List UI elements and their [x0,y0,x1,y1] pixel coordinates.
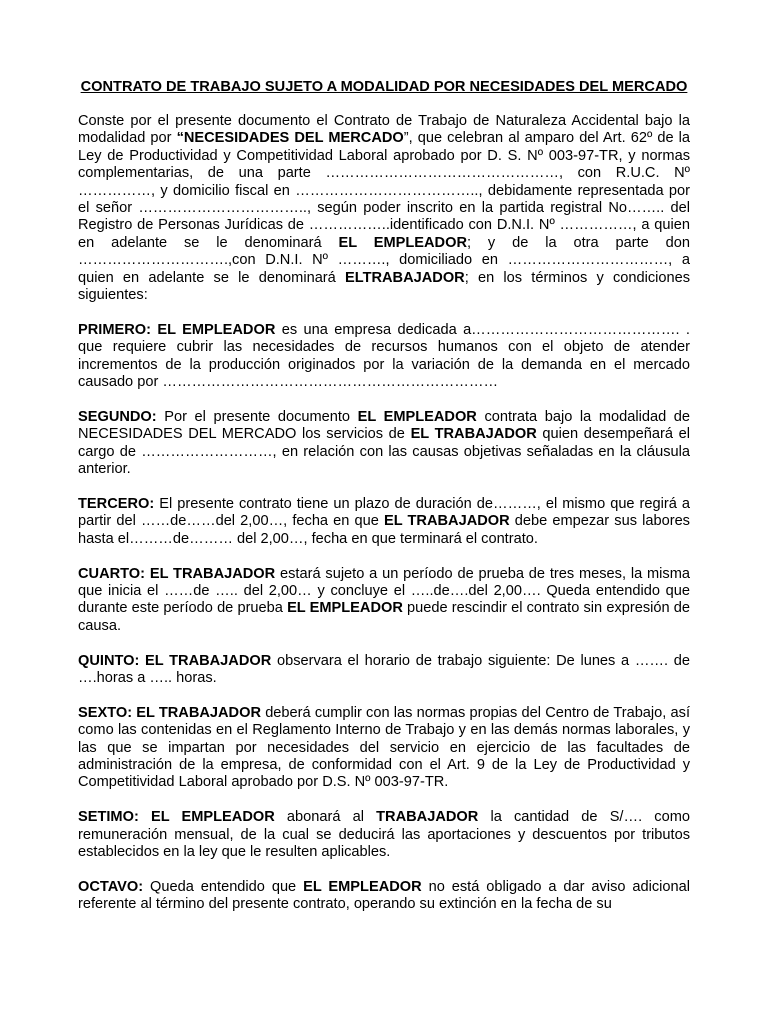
bold-run: SEXTO: EL TRABAJADOR [78,704,261,721]
bold-run: SEGUNDO: [78,408,157,425]
contract-body [78,113,690,931]
text-run: El presente contrato tiene un plazo de duración de………, el mismo que regirá a partir del ……de……del 2,00…, fecha en que [78,495,690,530]
intro-paragraph [78,113,690,304]
clause-setimo [78,809,690,861]
bold-run: PRIMERO: EL EMPLEADOR [78,321,276,338]
bold-run: EL TRABAJADOR [410,426,537,443]
text-run: Queda entendido que [143,878,304,895]
clause-quinto [78,653,690,688]
bold-run: EL EMPLEADOR [303,878,422,895]
text-run: deberá cumplir con las normas propias del Centro de Trabajo, así como las contenidas en el Reglamento Interno de Trabajo y en las demás normas laborales, y las que se impartan por necesidades del servicio en ejercicio de las facultades de administración de la empresa, de conformidad con el Art. 9 de la Ley de Productividad y Competitividad Laboral aprobado por D.S. Nº 003-97-TR. [78,704,691,791]
text-run: la cantidad de S/…. como remuneración mensual, de la cual se deducirá las aportaciones y descuentos por tributos establecidos en la ley que le resulten aplicables. [78,809,690,860]
bold-run: CUARTO: EL TRABAJADOR [78,565,276,582]
text-run: no está obligado a dar aviso adicional referente al término del presente contrato, operando su extinción en la fecha de su [78,878,691,913]
text-run: abonará al [274,809,377,826]
clause-tercero [78,496,690,548]
text-run: es una empresa dedicada a……………………………………. . que requiere cubrir las necesidades de recursos humanos con el objeto de atender incrementos de la producción originados por la variación de la demanda en el mercado causado por …………………………………………………………… [78,321,690,391]
bold-run: “NECESIDADES DEL MERCADO [176,130,404,147]
text-run: debe empezar sus labores hasta el………de……… del 2,00…, fecha en que terminará el contrato. [78,513,690,547]
clause-octavo [78,879,690,914]
bold-run: EL EMPLEADOR [338,234,467,251]
clause-primero [78,322,690,392]
text-run: ; y de la otra parte don ………………………….,con D.N.I. Nº ………., domiciliado en ……………………………, a quien en adelante se le denominará [78,234,690,286]
clause-segundo [78,409,690,479]
text-run: Conste por el presente documento el Contrato de Trabajo de Naturaleza Accidental bajo la modalidad por [78,113,690,147]
text-run: ”, que celebran al amparo del Art. 62º de la Ley de Productividad y Competitividad Laboral aprobado por D. S. Nº 003-97-TR, y normas complementarias, de una parte …………………………………………, con R.U.C. Nº ……………, y domicilio fiscal en ……………………………….., debidamente representada por el señor …………………………….., según poder inscrito en la partida registral No…….. del Registro de Personas Jurídicas de ……………..identificado con D.N.I. Nº ……………, a quien en adelante se le denominará [78,130,690,251]
text-run: puede rescindir el contrato sin expresión de causa. [78,600,690,634]
contract-title: CONTRATO DE TRABAJO SUJETO A MODALIDAD POR NECESIDADES DEL MERCADO [80,79,688,95]
bold-run: EL EMPLEADOR [357,408,477,425]
clause-cuarto [78,566,690,636]
text-run: ; en los términos y condiciones siguientes: [78,269,691,304]
text-run: Por el presente documento [156,408,358,425]
text-run: quien desempeñará el cargo de ………………………, en relación con las causas objetivas señaladas en la cláusula anterior. [78,426,690,478]
bold-run: TRABAJADOR [376,809,479,826]
bold-run: TERCERO: [78,495,155,512]
clause-sexto [78,705,690,792]
bold-run: ELTRABAJADOR [345,269,465,286]
text-run: estará sujeto a un período de prueba de tres meses, la misma que inicia el ……de ….. del 2,00… y concluye el …..de….del 2,00…. Queda entendido que durante este período de prueba [78,565,690,617]
bold-run: EL TRABAJADOR [384,513,510,530]
bold-run: OCTAVO: [78,878,144,895]
text-run: observara el horario de trabajo siguiente: De lunes a ……. de ….horas a ….. horas. [78,652,691,686]
bold-run: EL EMPLEADOR [287,600,403,617]
bold-run: QUINTO: EL TRABAJADOR [78,652,272,669]
bold-run: SETIMO: EL EMPLEADOR [78,809,275,826]
text-run: contrata bajo la modalidad de NECESIDADES DEL MERCADO los servicios de [78,408,691,443]
